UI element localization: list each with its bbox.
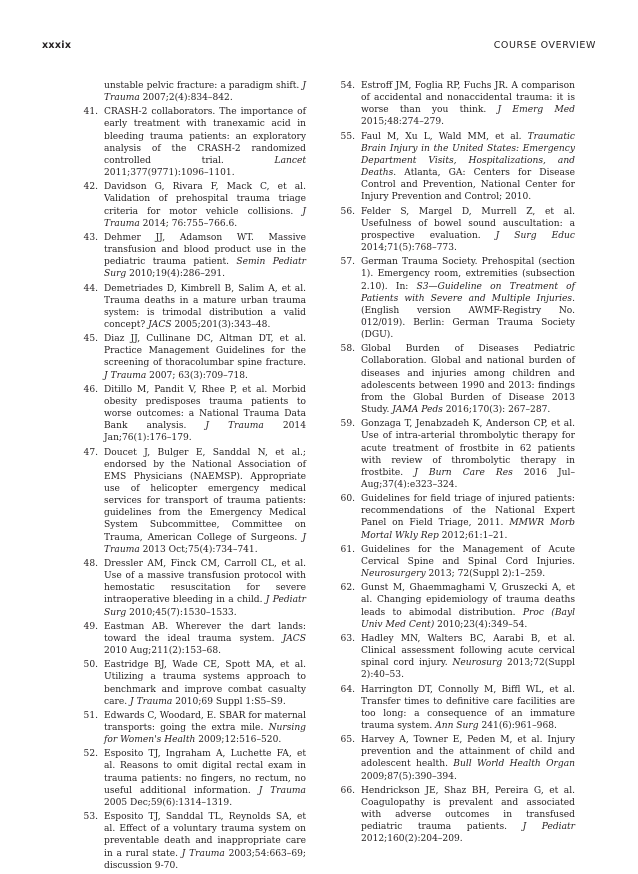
reference-body: Esposito TJ, Sanddal TL, Reynolds SA, et al. Effect of a voluntary trauma system on preventable death and inappropriate care in a rural state. xyxy=(104,812,306,859)
reference-journal: J Trauma xyxy=(181,848,225,859)
reference-citation: 2010;45(7):1530–1533. xyxy=(126,607,237,618)
reference-body: Doucet J, Bulger E, Sanddal N, et al.; endorsed by the National Association of EMS Physicians (NAEMSP). Appropriate use of helicopter emergency medical services for transport of trauma patients: guidelines from the Emergency Medical System Subcommittee, Committee on Trauma, American College of Surgeons. xyxy=(104,447,306,543)
reference-text xyxy=(361,256,575,341)
reference-number: 56. xyxy=(340,206,355,217)
reference-number: 64. xyxy=(340,684,355,695)
reference-text xyxy=(104,181,306,230)
reference-citation: 2014; 76:755–766.6. xyxy=(139,218,238,229)
reference-entry xyxy=(78,106,306,179)
reference-entry xyxy=(78,333,306,382)
reference-text xyxy=(361,633,575,682)
reference-entry xyxy=(335,544,575,580)
reference-text xyxy=(104,748,306,809)
reference-text xyxy=(104,659,306,708)
reference-journal: Neurosurg xyxy=(452,658,503,669)
reference-number: 65. xyxy=(340,735,355,746)
reference-number: 60. xyxy=(340,494,355,505)
reference-citation: 2014;71(5):768–773. xyxy=(361,243,457,254)
reference-body: Hendrickson JE, Shaz BH, Pereira G, et al. Coagulopathy is prevalent and associated with adverse outcomes in transfused pediatric trauma patients. xyxy=(361,785,575,833)
reference-journal: J Surg Educ xyxy=(495,230,575,241)
reference-number: 44. xyxy=(83,283,98,294)
reference-body: Davidson G, Rivara F, Mack C, et al. Validation of prehospital trauma triage criteria for motor vehicle collisions. xyxy=(104,182,306,217)
reference-citation: 2016 Jul–Aug;37(4):e323–324. xyxy=(361,467,575,490)
reference-number: 53. xyxy=(83,812,98,823)
reference-journal: MMWR Morb Mortal Wkly Rep xyxy=(361,518,576,541)
reference-text xyxy=(104,232,306,281)
reference-journal: J Trauma xyxy=(104,532,306,555)
reference-text xyxy=(104,811,306,872)
reference-citation: 2005 Dec;59(6):1314–1319. xyxy=(104,797,233,808)
reference-number: 45. xyxy=(83,334,98,345)
reference-number: 49. xyxy=(83,621,98,632)
reference-entry xyxy=(78,710,306,746)
page-number: xxxix xyxy=(42,40,72,51)
reference-journal: J Trauma xyxy=(130,696,173,707)
reference-text xyxy=(361,785,575,846)
reference-entry xyxy=(335,493,575,542)
reference-entry xyxy=(78,621,306,657)
reference-journal: J Trauma xyxy=(205,421,264,432)
reference-journal: Nursing for Women's Health xyxy=(104,722,306,746)
reference-entry xyxy=(78,558,306,619)
reference-text xyxy=(104,80,306,104)
reference-number: 63. xyxy=(340,633,355,644)
reference-body: Dressler AM, Finck CM, Carroll CL, et al. Use of a massive transfusion protocol with hemostatic resuscitation for severe intraoperative bleeding in a child. xyxy=(104,558,306,606)
reference-body: Harrington DT, Connolly M, Biffl WL, et al. Transfer times to definitive care facilities are too long: a consequence of an immature trauma system. xyxy=(361,684,575,731)
reference-journal: J Pediatr xyxy=(522,822,576,833)
reference-text xyxy=(361,80,575,129)
reference-entry xyxy=(335,343,575,416)
reference-number: 52. xyxy=(83,749,98,760)
reference-text xyxy=(361,206,575,255)
reference-body: Edwards C, Woodard, E. SBAR for maternal transports: going the extra mile. xyxy=(104,710,307,733)
reference-citation: 2011;377(9771):1096–1101. xyxy=(104,168,235,179)
reference-number: 43. xyxy=(83,232,98,243)
reference-text xyxy=(361,544,575,580)
reference-body: Dehmer JJ, Adamson WT. Massive transfusion and blood product use in the pediatric trauma patient. xyxy=(104,232,306,268)
reference-entry xyxy=(335,131,575,204)
reference-citation: 2015;48:274–279. xyxy=(361,117,444,128)
reference-body: Faul M, Xu L, Wald MM, et al. xyxy=(361,131,528,142)
reference-journal: Semin Pediatr Surg xyxy=(104,257,306,280)
reference-journal: Neurosurgery xyxy=(361,569,426,580)
reference-number: 59. xyxy=(340,419,355,430)
reference-entry xyxy=(78,283,306,332)
reference-number: 61. xyxy=(340,544,355,555)
reference-body: Diaz JJ, Cullinane DC, Altman DT, et al. Practice Management Guidelines for the screening of thoracolumbar spine fracture. xyxy=(104,334,306,369)
reference-citation: 241(6):961–968. xyxy=(478,720,557,731)
reference-citation: 2013 Oct;75(4):734–741. xyxy=(139,544,258,555)
reference-body: Hadley MN, Walters BC, Aarabi B, et al. Clinical assessment following acute cervical spinal cord injury. xyxy=(361,633,575,669)
reference-citation: 2009;12:516–520. xyxy=(195,735,282,746)
reference-number: 58. xyxy=(340,344,355,355)
reference-journal: Bull World Health Organ xyxy=(453,759,575,770)
reference-text xyxy=(361,684,575,733)
reference-text xyxy=(104,710,306,746)
reference-entry xyxy=(335,582,575,631)
reference-body: Felder S, Margel D, Murrell Z, et al. Usefulness of bowel sound auscultation: a prospective evaluation. xyxy=(361,206,575,241)
reference-entry xyxy=(335,734,575,783)
reference-number: 55. xyxy=(340,131,355,142)
reference-entry xyxy=(78,232,306,281)
reference-entry xyxy=(335,684,575,733)
reference-journal: Proc (Bayl Univ Med Cent) xyxy=(361,607,576,630)
reference-body: Esposito TJ, Ingraham A, Luchette FA, et al. Reasons to omit digital rectal exam in trauma patients: no fingers, no rectum, no useful additional information. xyxy=(104,749,306,796)
reference-text xyxy=(361,418,575,491)
reference-number: 62. xyxy=(340,583,355,594)
reference-journal: J Trauma xyxy=(104,81,306,104)
reference-body: Demetriades D, Kimbrell B, Salim A, et al. Trauma deaths in a mature urban trauma system: is trimodal distribution a valid concept? xyxy=(104,283,306,330)
reference-number: 51. xyxy=(83,710,98,721)
reference-citation: 2007;2(4):834–842. xyxy=(139,93,233,104)
reference-citation: 2013; 72(Suppl 2):1–259. xyxy=(425,569,546,580)
reference-text xyxy=(361,343,575,416)
reference-citation: 2012;61:1–21. xyxy=(438,530,508,541)
reference-number: 42. xyxy=(83,182,98,193)
reference-entry xyxy=(78,447,306,556)
reference-citation: 2010;19(4):286–291. xyxy=(126,269,226,280)
reference-citation: 2007; 63(3):709–718. xyxy=(146,370,248,381)
reference-number: 47. xyxy=(83,447,98,458)
reference-journal: S3—Guideline on Treatment of Patients with Severe and Multiple Injuries xyxy=(361,281,575,304)
reference-number: 48. xyxy=(83,558,98,569)
reference-entry xyxy=(78,659,306,708)
reference-citation: 2009;87(5):390–394. xyxy=(361,771,457,782)
reference-column-left xyxy=(78,80,306,874)
reference-entry xyxy=(335,206,575,255)
reference-number: 46. xyxy=(83,384,98,395)
reference-body: Guidelines for the Management of Acute Cervical Spine and Spinal Cord Injuries. xyxy=(361,544,575,567)
reference-citation: . (English version AWMF-Registry No. 012/019). Berlin: German Trauma Society (DGU). xyxy=(361,293,575,341)
reference-citation: 2012;160(2):204–209. xyxy=(361,834,463,845)
reference-number: 54. xyxy=(340,81,355,91)
reference-entry xyxy=(78,80,306,104)
reference-entry xyxy=(335,785,575,846)
reference-journal: JACS xyxy=(282,633,306,644)
reference-text xyxy=(361,734,575,783)
reference-journal: J Trauma xyxy=(104,206,306,229)
reference-column-right xyxy=(335,80,575,848)
reference-journal: Traumatic Brain Injury in the United States: Emergency Department Visits, Hospitalizations, and Deaths xyxy=(361,131,575,179)
reference-body: Eastman AB. Wherever the dart lands: toward the ideal trauma system. xyxy=(104,621,306,644)
running-head: COURSE OVERVIEW xyxy=(493,40,596,51)
reference-citation: 2014 Jan;76(1):176–179. xyxy=(104,421,306,444)
reference-journal: Ann Surg xyxy=(435,720,479,731)
reference-citation: 2010;69 Suppl 1:S5–S9. xyxy=(172,696,286,707)
reference-number: 41. xyxy=(83,107,98,118)
reference-journal: J Pediatr Surg xyxy=(104,595,306,618)
reference-text xyxy=(104,384,306,445)
reference-text xyxy=(361,131,575,204)
reference-text xyxy=(104,447,306,556)
reference-journal: JACS xyxy=(148,319,172,330)
reference-journal: J Trauma xyxy=(258,785,306,796)
reference-entry xyxy=(335,633,575,682)
reference-body: Estroff JM, Foglia RP, Fuchs JR. A comparison of accidental and nonaccidental trauma: it is worse than you think. xyxy=(361,81,575,116)
reference-citation: . Atlanta, GA: Centers for Disease Control and Prevention, National Center for Injury Prevention and Control; 2010. xyxy=(361,168,575,203)
reference-journal: Lancet xyxy=(274,155,306,166)
reference-number: 50. xyxy=(83,660,98,671)
reference-journal: J Trauma xyxy=(104,370,147,381)
reference-text xyxy=(104,333,306,382)
reference-entry xyxy=(78,181,306,230)
reference-entry xyxy=(335,80,575,129)
reference-citation: 2010;23(4):349–54. xyxy=(434,619,528,630)
reference-citation: 2005;201(3):343–48. xyxy=(171,319,271,330)
reference-body: Ditillo M, Pandit V, Rhee P, et al. Morbid obesity predisposes trauma patients to worse outcomes: a National Trauma Data Bank analysis. xyxy=(104,384,306,432)
reference-text xyxy=(104,558,306,619)
reference-citation: 2013;72(Suppl 2):40–53. xyxy=(361,658,575,681)
reference-body: German Trauma Society. Prehospital (section 1). Emergency room, extremities (subsection 2.10). In: xyxy=(361,257,575,292)
reference-citation: 2016;170(3): 267–287. xyxy=(442,405,551,416)
reference-text xyxy=(104,283,306,332)
reference-body: Gonzaga T, Jenabzadeh K, Anderson CP, et al. Use of intra-arterial thrombolytic therapy for acute treatment of frostbite in 62 patients with review of thrombolytic therapy in frostbite. xyxy=(361,419,575,478)
reference-entry xyxy=(335,418,575,491)
reference-number: 66. xyxy=(340,785,355,796)
reference-text xyxy=(361,493,575,542)
reference-journal: JAMA Peds xyxy=(392,405,443,416)
reference-text xyxy=(104,621,306,657)
reference-text xyxy=(104,106,306,179)
reference-text xyxy=(361,582,575,631)
reference-entry xyxy=(335,256,575,341)
reference-citation: 2010 Aug;211(2):153–68. xyxy=(104,646,222,657)
reference-entry xyxy=(78,384,306,445)
reference-body: Guidelines for field triage of injured patients: recommendations of the National Expert Panel on Field Triage, 2011. xyxy=(361,494,575,529)
reference-body: unstable pelvic fracture: a paradigm shift. xyxy=(104,81,303,91)
reference-citation: 2003;54:663–69; discussion 9-70. xyxy=(104,848,306,871)
reference-journal: J Burn Care Res xyxy=(414,467,513,478)
reference-entry xyxy=(78,811,306,872)
reference-body: Eastridge BJ, Wade CE, Spott MA, et al. Utilizing a trauma systems approach to benchmark and improve combat casualty care. xyxy=(104,660,306,707)
reference-body: Global Burden of Diseases Pediatric Collaboration. Global and national burden of diseases and injuries among children and adolescents between 1990 and 2013: findings from the Global Burden of Disease 2013 Study. xyxy=(361,344,575,416)
reference-body: Harvey A, Towner E, Peden M, et al. Injury prevention and the attainment of child and adolescent health. xyxy=(361,735,575,770)
reference-journal: J Emerg Med xyxy=(497,105,575,116)
reference-entry xyxy=(78,748,306,809)
reference-number: 57. xyxy=(340,257,355,268)
reference-body: Gunst M, Ghaemmaghami V, Gruszecki A, et al. Changing epidemiology of trauma deaths leads to abimodal distribution. xyxy=(361,583,575,618)
reference-body: CRASH-2 collaborators. The importance of early treatment with tranexamic acid in bleeding trauma patients: an exploratory analysis of the CRASH-2 randomized controlled trial. xyxy=(104,107,306,166)
